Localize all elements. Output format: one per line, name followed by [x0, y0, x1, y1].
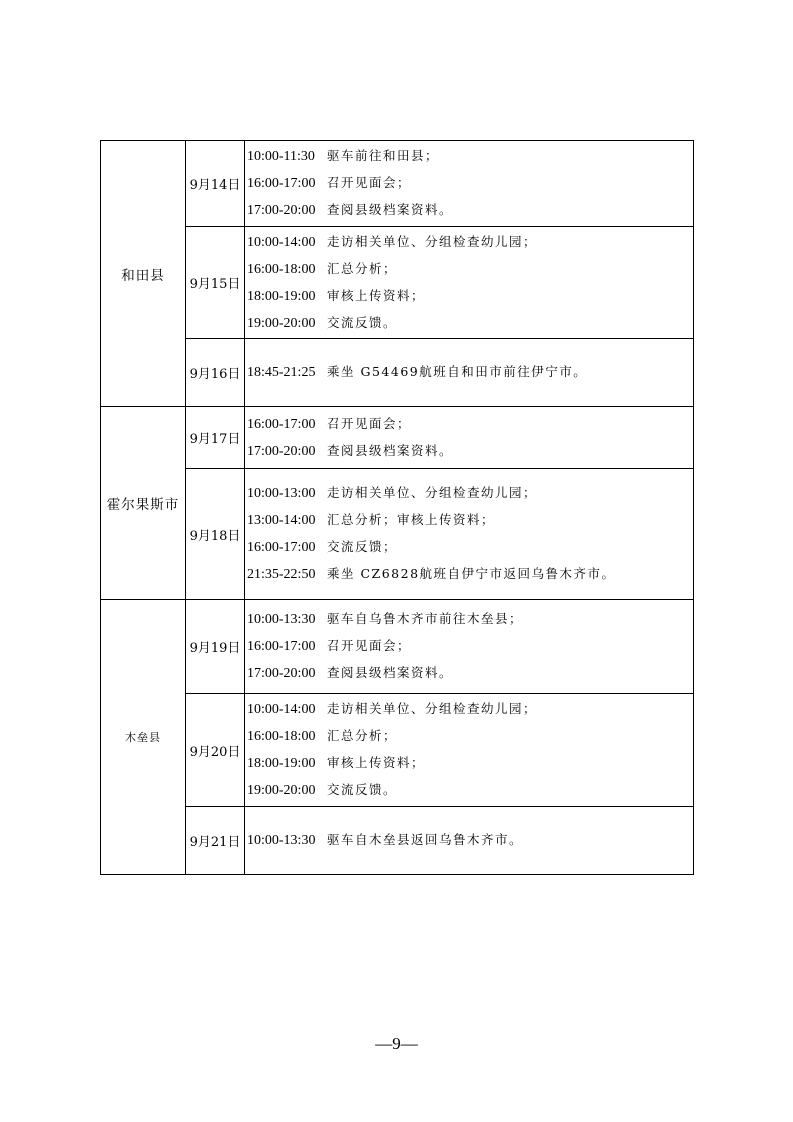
activity: 查阅县级档案资料。 [327, 442, 454, 458]
date-cell: 9月15日 [186, 227, 245, 339]
items-cell [245, 694, 694, 807]
schedule-item [247, 229, 693, 256]
table-row [101, 227, 694, 339]
time-range: 10:00-14:00 [247, 702, 316, 717]
activity: 召开见面会； [327, 415, 412, 431]
time-range: 21:35-22:50 [247, 567, 316, 582]
activity: 走访相关单位、分组检查幼儿园； [327, 233, 538, 249]
activity: 交流反馈； [327, 539, 398, 554]
schedule-item [247, 561, 693, 588]
time-range: 19:00-20:00 [247, 315, 316, 331]
time-range: 18:00-19:00 [247, 756, 316, 771]
items-cell [245, 141, 694, 227]
activity: 驱车自乌鲁木齐市前往木垒县； [327, 611, 524, 626]
schedule-item [247, 480, 693, 507]
schedule-item [247, 723, 693, 750]
schedule-item [247, 359, 693, 386]
table-row [101, 141, 694, 227]
activity: 审核上传资料； [327, 287, 426, 303]
activity: 汇总分析； [327, 260, 398, 276]
table-row [101, 807, 694, 875]
schedule-item [247, 777, 693, 804]
time-range: 18:00-19:00 [247, 288, 316, 304]
table-row [101, 469, 694, 600]
items-cell [245, 407, 694, 469]
time-range: 13:00-14:00 [247, 513, 316, 528]
time-range: 18:45-21:25 [247, 365, 316, 380]
activity: 审核上传资料； [327, 755, 426, 770]
page-number: —9— [375, 1034, 418, 1053]
items-cell [245, 339, 694, 407]
activity: 乘坐 G54469航班自和田市前往伊宁市。 [327, 364, 588, 379]
activity: 交流反馈。 [327, 314, 398, 330]
time-range: 16:00-17:00 [247, 639, 316, 654]
time-range: 16:00-17:00 [247, 176, 316, 191]
schedule-item [247, 411, 693, 438]
time-range: 17:00-20:00 [247, 203, 316, 218]
time-range: 10:00-13:30 [247, 612, 316, 627]
schedule-item [247, 507, 693, 534]
date-cell: 9月14日 [186, 141, 245, 227]
schedule-item [247, 197, 693, 224]
table-row [101, 407, 694, 469]
schedule-item [247, 310, 693, 337]
schedule-item [247, 633, 693, 660]
schedule-item [247, 438, 693, 465]
activity: 查阅县级档案资料。 [327, 202, 454, 217]
date-cell: 9月21日 [186, 807, 245, 875]
county-cell: 和田县 [101, 141, 186, 407]
date-cell: 9月17日 [186, 407, 245, 469]
time-range: 17:00-20:00 [247, 666, 316, 681]
activity: 汇总分析；审核上传资料； [327, 512, 496, 527]
schedule-item [247, 750, 693, 777]
schedule-item [247, 170, 693, 197]
table-row [101, 339, 694, 407]
time-range: 16:00-18:00 [247, 729, 316, 744]
schedule-table [100, 140, 694, 875]
table-row [101, 694, 694, 807]
schedule-item [247, 660, 693, 687]
date-cell: 9月19日 [186, 600, 245, 694]
date-cell: 9月20日 [186, 694, 245, 807]
time-range: 10:00-13:30 [247, 833, 316, 848]
activity: 汇总分析； [327, 728, 398, 743]
items-cell [245, 807, 694, 875]
schedule-item [247, 606, 693, 633]
date-cell: 9月16日 [186, 339, 245, 407]
items-cell [245, 600, 694, 694]
schedule-item [247, 256, 693, 283]
activity: 驱车自木垒县返回乌鲁木齐市。 [327, 832, 524, 847]
activity: 查阅县级档案资料。 [327, 665, 454, 680]
activity: 乘坐 CZ6828航班自伊宁市返回乌鲁木齐市。 [327, 566, 616, 581]
activity: 召开见面会； [327, 638, 412, 653]
items-cell [245, 469, 694, 600]
items-cell [245, 227, 694, 339]
activity: 走访相关单位、分组检查幼儿园； [327, 485, 538, 500]
schedule-item [247, 143, 693, 170]
activity: 交流反馈。 [327, 782, 398, 797]
time-range: 16:00-17:00 [247, 540, 316, 555]
table-row [101, 600, 694, 694]
schedule-item [247, 283, 693, 310]
time-range: 17:00-20:00 [247, 443, 316, 459]
activity: 召开见面会； [327, 175, 412, 190]
county-cell: 木垒县 [101, 600, 186, 875]
activity: 驱车前往和田县； [327, 148, 440, 163]
time-range: 16:00-18:00 [247, 261, 316, 277]
schedule-item [247, 534, 693, 561]
time-range: 16:00-17:00 [247, 416, 316, 432]
time-range: 10:00-11:30 [247, 149, 315, 164]
time-range: 19:00-20:00 [247, 783, 316, 798]
activity: 走访相关单位、分组检查幼儿园； [327, 701, 538, 716]
time-range: 10:00-14:00 [247, 234, 316, 250]
time-range: 10:00-13:00 [247, 486, 316, 501]
schedule-item [247, 696, 693, 723]
date-cell: 9月18日 [186, 469, 245, 600]
county-cell: 霍尔果斯市 [101, 407, 186, 600]
schedule-item [247, 827, 693, 854]
